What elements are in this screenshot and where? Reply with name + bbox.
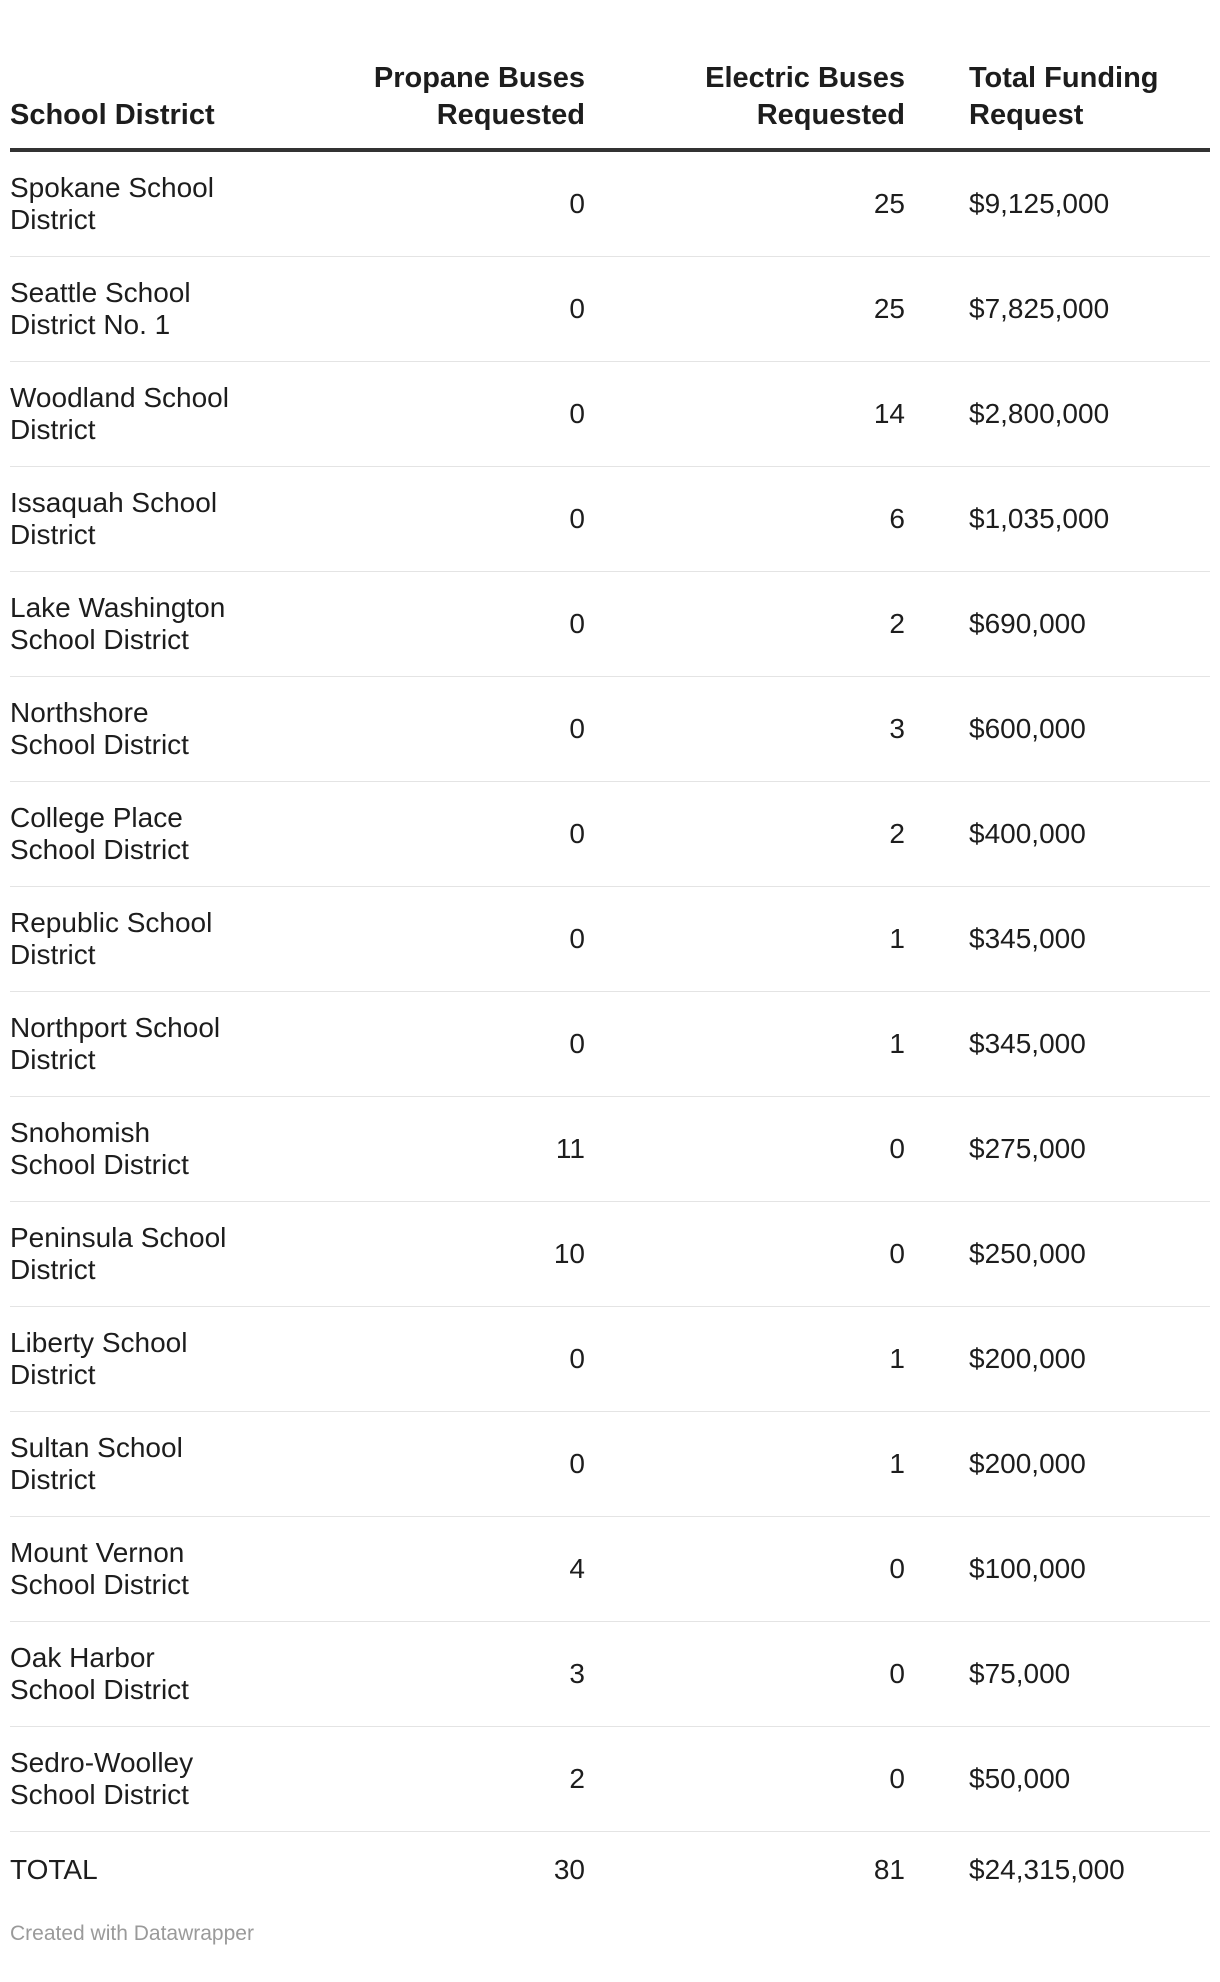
propane-count-cell: 0 <box>260 362 585 467</box>
row-spacer <box>905 1517 969 1622</box>
district-name-cell: Issaquah School District <box>10 467 260 572</box>
row-spacer <box>905 467 969 572</box>
row-spacer <box>905 362 969 467</box>
header-electric-buses[interactable] <box>585 0 905 150</box>
row-spacer <box>905 1097 969 1202</box>
propane-count-cell: 0 <box>260 1412 585 1517</box>
district-name-cell: Sultan School District <box>10 1412 260 1517</box>
funding-amount-cell: $250,000 <box>969 1202 1210 1307</box>
funding-table <box>10 0 1210 1908</box>
table-row <box>10 887 1210 992</box>
funding-amount-cell: $600,000 <box>969 677 1210 782</box>
district-name-cell: Northshore School District <box>10 677 260 782</box>
propane-count-cell: 11 <box>260 1097 585 1202</box>
propane-count-cell: 0 <box>260 257 585 362</box>
total-funding: $24,315,000 <box>969 1854 1125 1885</box>
table-row <box>10 1202 1210 1307</box>
electric-count-cell: 2 <box>585 572 905 677</box>
table-body <box>10 150 1210 1908</box>
district-name-cell: Lake Washington School District <box>10 572 260 677</box>
propane-count-cell: 0 <box>260 572 585 677</box>
funding-amount-cell: $200,000 <box>969 1412 1210 1517</box>
district-name-cell: Snohomish School District <box>10 1097 260 1202</box>
header-propane-line1: Propane Buses <box>373 62 585 94</box>
propane-count-cell: 4 <box>260 1517 585 1622</box>
table-row <box>10 1412 1210 1517</box>
table-row <box>10 572 1210 677</box>
electric-count-cell: 0 <box>585 1517 905 1622</box>
funding-amount-cell: $9,125,000 <box>969 150 1210 257</box>
funding-amount-cell: $690,000 <box>969 572 1210 677</box>
header-total-funding[interactable] <box>969 0 1210 150</box>
total-label: TOTAL <box>10 1854 98 1885</box>
funding-amount-cell: $100,000 <box>969 1517 1210 1622</box>
electric-count-cell: 1 <box>585 992 905 1097</box>
header-row <box>10 0 1210 150</box>
row-spacer <box>905 887 969 992</box>
total-spacer <box>905 1832 969 1909</box>
row-spacer <box>905 1412 969 1517</box>
electric-count-cell: 3 <box>585 677 905 782</box>
row-spacer <box>905 1307 969 1412</box>
district-name-cell: Woodland School District <box>10 362 260 467</box>
table-row <box>10 782 1210 887</box>
table-row <box>10 677 1210 782</box>
row-spacer <box>905 782 969 887</box>
funding-amount-cell: $400,000 <box>969 782 1210 887</box>
propane-count-cell: 0 <box>260 677 585 782</box>
electric-count-cell: 6 <box>585 467 905 572</box>
propane-count-cell: 0 <box>260 887 585 992</box>
propane-count-cell: 2 <box>260 1727 585 1832</box>
table-row <box>10 992 1210 1097</box>
district-name-cell: Oak Harbor School District <box>10 1622 260 1727</box>
table-row <box>10 257 1210 362</box>
table-row <box>10 1307 1210 1412</box>
header-propane-buses[interactable] <box>260 0 585 150</box>
total-propane: 30 <box>553 1854 585 1885</box>
row-spacer <box>905 572 969 677</box>
row-spacer <box>905 1622 969 1727</box>
electric-count-cell: 1 <box>585 887 905 992</box>
header-electric-line2: Requested <box>756 99 905 131</box>
header-school-district[interactable] <box>10 0 260 150</box>
propane-count-cell: 3 <box>260 1622 585 1727</box>
datawrapper-credit[interactable]: Created with Datawrapper <box>10 1922 254 1945</box>
funding-amount-cell: $7,825,000 <box>969 257 1210 362</box>
electric-count-cell: 2 <box>585 782 905 887</box>
table-row <box>10 362 1210 467</box>
district-name-cell: Mount Vernon School District <box>10 1517 260 1622</box>
funding-table-container <box>10 0 1210 1908</box>
funding-amount-cell: $345,000 <box>969 992 1210 1097</box>
district-name-cell: Liberty School District <box>10 1307 260 1412</box>
district-name-cell: Seattle School District No. 1 <box>10 257 260 362</box>
total-row <box>10 1832 1210 1909</box>
propane-count-cell: 0 <box>260 150 585 257</box>
propane-count-cell: 0 <box>260 1307 585 1412</box>
table-row <box>10 1097 1210 1202</box>
funding-amount-cell: $200,000 <box>969 1307 1210 1412</box>
district-name-cell: Northport School District <box>10 992 260 1097</box>
table-row <box>10 1622 1210 1727</box>
district-name-cell: Peninsula School District <box>10 1202 260 1307</box>
electric-count-cell: 0 <box>585 1622 905 1727</box>
electric-count-cell: 0 <box>585 1097 905 1202</box>
propane-count-cell: 10 <box>260 1202 585 1307</box>
header-funding-line2: Request <box>969 99 1084 131</box>
propane-count-cell: 0 <box>260 992 585 1097</box>
electric-count-cell: 25 <box>585 257 905 362</box>
header-propane-line2: Requested <box>436 99 585 131</box>
header-electric-line1: Electric Buses <box>705 62 905 94</box>
funding-amount-cell: $75,000 <box>969 1622 1210 1727</box>
electric-count-cell: 0 <box>585 1202 905 1307</box>
electric-count-cell: 0 <box>585 1727 905 1832</box>
district-name-cell: Sedro-Woolley School District <box>10 1727 260 1832</box>
district-name-cell: College Place School District <box>10 782 260 887</box>
row-spacer <box>905 992 969 1097</box>
table-row <box>10 150 1210 257</box>
electric-count-cell: 1 <box>585 1307 905 1412</box>
table-row <box>10 1727 1210 1832</box>
propane-count-cell: 0 <box>260 467 585 572</box>
funding-amount-cell: $345,000 <box>969 887 1210 992</box>
row-spacer <box>905 257 969 362</box>
funding-amount-cell: $2,800,000 <box>969 362 1210 467</box>
funding-amount-cell: $1,035,000 <box>969 467 1210 572</box>
funding-amount-cell: $275,000 <box>969 1097 1210 1202</box>
electric-count-cell: 25 <box>585 150 905 257</box>
district-name-cell: Republic School District <box>10 887 260 992</box>
header-school-district-label: School District <box>10 99 215 131</box>
row-spacer <box>905 1727 969 1832</box>
row-spacer <box>905 150 969 257</box>
propane-count-cell: 0 <box>260 782 585 887</box>
funding-amount-cell: $50,000 <box>969 1727 1210 1832</box>
electric-count-cell: 1 <box>585 1412 905 1517</box>
table-header <box>10 0 1210 150</box>
table-row <box>10 1517 1210 1622</box>
header-spacer <box>905 0 969 150</box>
table-row <box>10 467 1210 572</box>
district-name-cell: Spokane School District <box>10 150 260 257</box>
electric-count-cell: 14 <box>585 362 905 467</box>
row-spacer <box>905 1202 969 1307</box>
row-spacer <box>905 677 969 782</box>
total-electric: 81 <box>873 1854 905 1885</box>
header-funding-line1: Total Funding <box>969 62 1159 94</box>
